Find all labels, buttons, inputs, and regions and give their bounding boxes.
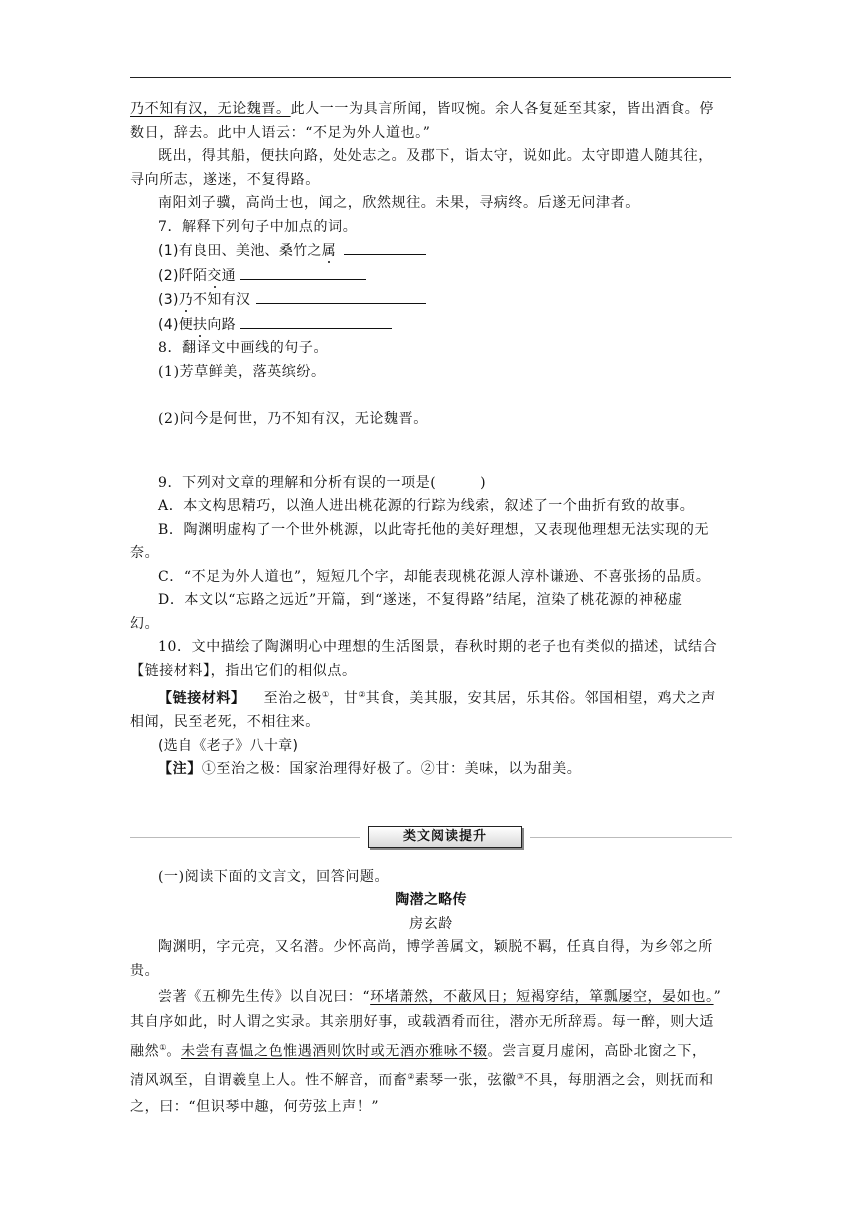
- article-line: 之，曰：“但识琴中趣，何劳弦上声！”: [130, 1098, 380, 1115]
- answer-blank[interactable]: [240, 264, 366, 280]
- article-title: 陶潜之略传: [395, 892, 467, 909]
- section-header: [130, 818, 732, 858]
- header-rule: [130, 77, 731, 78]
- answer-space[interactable]: [130, 384, 732, 406]
- article-paragraph: 陶渊明，字元亮，又名潜。少怀高尚，博学善属文，颖脱不羁，任真自得，为乡邻之所: [158, 939, 713, 956]
- underlined-sentence: 乃不知有汉，无论魏晋。: [130, 101, 291, 117]
- link-material-source: (选自《老子》八十章): [158, 737, 299, 754]
- passage-line: 数日，辞去。此中人语云：“不足为外人道也。”: [130, 124, 431, 141]
- question-9-stem: 9．下列对文章的理解和分析有误的一项是( ): [158, 474, 487, 491]
- q9-option-c: C．“不足为外人道也”，短短几个字，却能表现桃花源人淳朴谦逊、不喜张扬的品质。: [158, 568, 711, 585]
- q9-option-d: D．本文以“忘路之远近”开篇，到“遂迷，不复得路”结尾，渲染了桃花源的神秘虚: [158, 592, 683, 608]
- link-material-label: 【链接材料】: [158, 690, 246, 707]
- dotted-word: 属: [321, 243, 337, 259]
- q9-option-d-cont: 幻。: [130, 615, 160, 632]
- dotted-word: 交: [207, 267, 222, 284]
- section-header-line: [130, 837, 360, 838]
- question-10-stem: 10．文中描绘了陶渊明心中理想的生活图景，春秋时期的老子也有类似的描述，试结合: [158, 639, 718, 655]
- link-material: 【链接材料】 至治之极①，甘②其食，美其服，安其居，乐其俗。邻国相望，鸡犬之声: [158, 690, 716, 707]
- answer-blank[interactable]: [344, 239, 426, 255]
- article-line: 贵。: [130, 962, 160, 979]
- q7-item-4: (4)便扶向路: [130, 313, 732, 338]
- link-material-cont: 相闻，民至老死，不相往来。: [130, 714, 320, 731]
- section-title: 类文阅读提升: [368, 826, 522, 848]
- underlined-sentence: 未尝有喜愠之色惟遇酒则饮时或无酒亦雅咏不辍: [180, 1043, 488, 1060]
- q8-sentence-1: (1)芳草鲜美，落英缤纷。: [158, 363, 326, 380]
- q7-item-3: (3)乃不知有汉: [130, 288, 732, 313]
- passage-paragraph: 既出，得其船，便扶向路，处处志之。及郡下，诣太守，说如此。太守即遣人随其往，: [158, 148, 713, 164]
- q7-item-1: (1)有良田、美池、桑竹之属: [130, 239, 732, 264]
- answer-space[interactable]: [130, 432, 732, 472]
- underlined-sentence: 环堵萧然，不蔽风日；短褐穿结，箪瓢屡空，晏如也。: [370, 989, 714, 1006]
- q8-sentence-2: (2)问今是何世，乃不知有汉，无论魏晋。: [158, 411, 428, 427]
- section-header-line: [530, 837, 732, 838]
- question-10-stem-cont: 【链接材料】，指出它们的相似点。: [130, 662, 357, 679]
- question-8-stem: 8．翻译文中画线的句子。: [158, 340, 329, 356]
- q9-option-a: A．本文构思精巧，以渔人进出桃花源的行踪为线索，叙述了一个曲折有致的故事。: [158, 498, 695, 514]
- question-7-stem: 7．解释下列句子中加点的词。: [158, 218, 358, 235]
- article-line: 清风飒至，自谓羲皇上人。性不解音，而畜②素琴一张，弦徽③不具，每朋酒之会，则抚而和: [130, 1072, 714, 1089]
- document-content: [130, 98, 732, 1120]
- passage-line: 寻向所志，遂迷，不复得路。: [130, 171, 320, 188]
- q9-option-b-cont: 奈。: [130, 545, 160, 561]
- article-paragraph: 尝著《五柳先生传》以自况曰：“环堵萧然，不蔽风日；短褐穿结，箪瓢屡空，晏如也。”: [158, 989, 722, 1006]
- article-line: 融然①。未尝有喜愠之色惟遇酒则饮时或无酒亦雅咏不辍。尝言夏月虚闲，高卧北窗之下，: [130, 1042, 707, 1060]
- q7-item-2: (2)阡陌交通: [130, 264, 732, 289]
- article-author: 房玄龄: [409, 915, 453, 932]
- passage-line: 乃不知有汉，无论魏晋。此人一一为具言所闻，皆叹惋。余人各复延至其家，皆出酒食。停: [130, 101, 715, 117]
- extended-instruction: (一)阅读下面的文言文，回答问题。: [158, 868, 390, 885]
- passage-paragraph: 南阳刘子骥，高尚士也，闻之，欣然规往。未果，寻病终。后遂无问津者。: [158, 195, 640, 211]
- answer-blank[interactable]: [240, 313, 392, 329]
- link-material-note: 【注】①至治之极：国家治理得好极了。②甘：美味，以为甜美。: [158, 761, 582, 778]
- q9-option-b: B．陶渊明虚构了一个世外桃源，以此寄托他的美好理想，又表现他理想无法实现的无: [158, 521, 710, 538]
- dotted-word: 扶: [193, 316, 208, 333]
- answer-blank[interactable]: [256, 288, 426, 304]
- article-line: 其自序如此，时人谓之实录。其亲朋好事，或载酒肴而往，潜亦无所辞焉。每一醉，则大适: [130, 1014, 714, 1031]
- dotted-word: 乃: [178, 292, 194, 308]
